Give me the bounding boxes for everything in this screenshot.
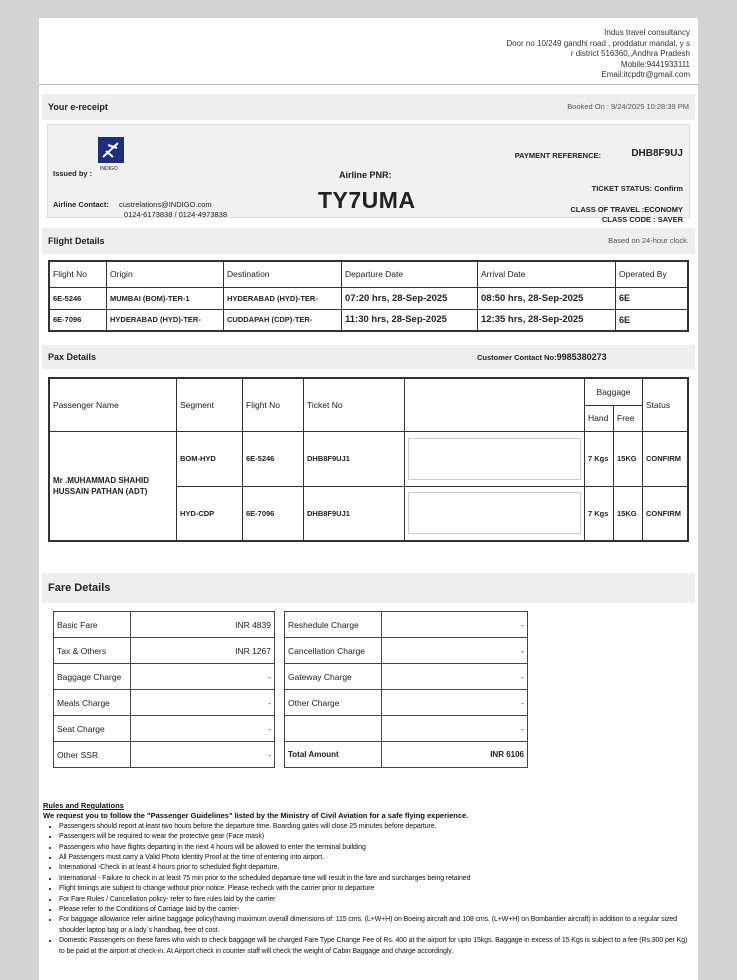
flight-header: Operated By [616, 261, 689, 287]
customer-contact-label: Customer Contact No: [477, 353, 557, 362]
fare-row [285, 742, 528, 768]
payment-ref-label: PAYMENT REFERENCE: [514, 151, 601, 160]
fare-label: Reshedule Charge [285, 612, 382, 638]
fare-row [54, 716, 275, 742]
flight-header-row [49, 261, 688, 287]
fare-table-left [53, 611, 275, 768]
fare-details-bar [42, 573, 695, 603]
fare-row [54, 690, 275, 716]
fare-row [285, 664, 528, 690]
contact-phone: 0124-6173838 / 0124-4973838 [124, 210, 228, 219]
customer-contact [477, 345, 607, 370]
divider [39, 84, 698, 85]
customer-contact-no: 9985380273 [556, 352, 607, 362]
fare-row [285, 716, 528, 742]
pax-free: 15KG [614, 431, 643, 486]
airline-pnr: TY7UMA [318, 187, 416, 213]
pax-flight-no: 6E-5246 [243, 431, 304, 486]
fare-row [285, 638, 528, 664]
agency-email: Email:itcpdtr@gmail.com [601, 70, 690, 79]
booked-on: Booked On : 9/24/2025 10:28:39 PM [567, 102, 689, 111]
receipt-summary [47, 124, 690, 224]
pax-details-table [48, 377, 689, 542]
fare-label: Seat Charge [54, 716, 131, 742]
fare-details-title: Fare Details [48, 582, 111, 594]
class-code: CLASS CODE : SAVER [601, 215, 683, 224]
fare-table-right [284, 611, 528, 768]
list-item: • International - Failure to check in at least 75 min prior to the scheduled departure time will result in the fare and surcharges being retained [59, 874, 690, 884]
flight-header: Origin [107, 261, 224, 287]
origin: HYDERABAD (HYD)-TER- [107, 309, 224, 331]
fare-value: - [131, 716, 275, 742]
flight-details-table [48, 260, 689, 332]
list-item: • Please refer to the Conditions of Carriage laid by the carrier- [59, 905, 690, 915]
fare-value: - [382, 638, 528, 664]
agency-address-2: r district 516360,,Andhra Pradesh [570, 49, 690, 58]
fare-label: Baggage Charge [54, 664, 131, 690]
receipt-title: Your e-receipt [48, 102, 108, 112]
fare-label: Gateway Charge [285, 664, 382, 690]
fare-row [285, 690, 528, 716]
blank-box [408, 438, 581, 480]
airline-logo [98, 137, 124, 163]
contact-label: Airline Contact: [53, 200, 109, 209]
pax-details-title: Pax Details [48, 352, 97, 362]
pax-header-name: Passenger Name [49, 378, 177, 431]
pax-header-status: Status [643, 378, 689, 431]
pax-status: CONFIRM [643, 486, 689, 541]
issued-by-label: Issued by : [53, 169, 93, 178]
fare-value: INR 1267 [131, 638, 275, 664]
rules-list [43, 822, 690, 957]
flight-header: Destination [224, 261, 342, 287]
clock-note: Based on 24-hour clock. [608, 236, 689, 245]
fare-value: - [382, 716, 528, 742]
fare-total-label: Total Amount [285, 742, 382, 768]
pax-segment: BOM-HYD [177, 431, 243, 486]
airplane-icon [98, 137, 124, 163]
flight-no: 6E-5246 [49, 287, 107, 309]
origin: MUMBAI (BOM)-TER-1 [107, 287, 224, 309]
agency-address-1: Door no 10/249 gandhi road , proddatur mandal, y s [506, 38, 690, 48]
pax-header-flight: Flight No [243, 378, 304, 431]
flight-header: Flight No [49, 261, 107, 287]
pax-flight-no: 6E-7096 [243, 486, 304, 541]
pax-header-baggage: Baggage [585, 378, 643, 405]
pax-segment: HYD-CDP [177, 486, 243, 541]
payment-reference: DHB8F9UJ [631, 148, 683, 159]
fare-label: Basic Fare [54, 612, 131, 638]
blank-box [408, 492, 581, 534]
fare-row [54, 638, 275, 664]
departure-date: 11:30 hrs, 28-Sep-2025 [342, 309, 478, 331]
rules-section [43, 801, 690, 957]
list-item: • Passengers should report at least two hours before the departure time. Boarding gates will close 25 minutes before departure. [59, 822, 690, 832]
pax-hand: 7 Kgs [585, 486, 614, 541]
pax-ticket-no: DHB8F9UJ1 [304, 431, 405, 486]
agency-info [506, 28, 690, 81]
departure-date: 07:20 hrs, 28-Sep-2025 [342, 287, 478, 309]
fare-label: Tax & Others [54, 638, 131, 664]
list-item: • Passengers will be required to wear the protective gear (Face mask) [59, 832, 690, 842]
fare-label [285, 716, 382, 742]
agency-name: Indus travel consultancy [604, 28, 690, 37]
pax-ticket-no: DHB8F9UJ1 [304, 486, 405, 541]
fare-value: INR 4839 [131, 612, 275, 638]
fare-label: Other SSR [54, 742, 131, 768]
fare-value: - [382, 664, 528, 690]
fare-label: Other Charge [285, 690, 382, 716]
pax-header-ticket: Ticket No [304, 378, 405, 431]
list-item: • International -Check in at least 4 hours prior to scheduled flight departure. [59, 863, 690, 873]
e-receipt-page [39, 18, 698, 980]
list-item: • For Fare Rules / Cancellation policy- refer to fare rules laid by the carrier [59, 895, 690, 905]
class-of-travel: CLASS OF TRAVEL :ECONOMY [570, 205, 683, 214]
flight-header: Departure Date [342, 261, 478, 287]
fare-row [54, 612, 275, 638]
rules-title: Rules and Regulations [43, 801, 124, 810]
pax-blank-cell [405, 431, 585, 486]
table-row [49, 309, 688, 331]
receipt-header-bar [42, 94, 695, 120]
agency-mobile: Mobile:9441933111 [620, 59, 690, 69]
fare-value: - [382, 612, 528, 638]
fare-value: - [382, 690, 528, 716]
pax-free: 15KG [614, 486, 643, 541]
fare-row [54, 742, 275, 768]
pax-details-bar [42, 345, 695, 369]
flight-details-title: Flight Details [48, 236, 105, 246]
list-item: • All Passengers must carry a Valid Photo Identity Proof at the time of entering into airport. [59, 853, 690, 863]
table-row [49, 431, 688, 486]
pax-header-segment: Segment [177, 378, 243, 431]
ticket-status: TICKET STATUS: Confirm [591, 184, 683, 193]
fare-total-value: INR 6106 [382, 742, 528, 768]
flight-no: 6E-7096 [49, 309, 107, 331]
pax-header-free: Free [614, 405, 643, 431]
list-item: • For baggage allowance refer airline baggage policy(having maximum overall dimensions of: 115 cms. (L+W+H) on Boeing aircraft and 108 cms. (L+W+H) on Bombardier aircraft) in addition to a regular sized shoulder laptop bag or a lady`s handbag, free of cost. [59, 915, 690, 936]
flight-details-bar [42, 228, 695, 254]
list-item: • Flight timings are subject to change without prior notice. Please recheck with the carrier prior to departure [59, 884, 690, 894]
arrival-date: 12:35 hrs, 28-Sep-2025 [478, 309, 616, 331]
pax-blank-cell [405, 486, 585, 541]
fare-value: - [131, 742, 275, 768]
fare-value: - [131, 690, 275, 716]
pax-hand: 7 Kgs [585, 431, 614, 486]
list-item: • Domestic Passengers on these fares who wish to check baggage will be charged Fare Type Change Fee of Rs. 400 at the airport for upto 15kgs. Baggage in excess of 15 Kgs is subject to a fee (Rs.300 per Kg) to be paid at the airport at check-in. At Airport check in counter staff will check the weight of Cabin Baggage and charge accordingly. [59, 936, 690, 957]
fare-value: - [131, 664, 275, 690]
contact-email: custrelations@INDIGO.com [119, 200, 212, 209]
fare-label: Cancellation Charge [285, 638, 382, 664]
flight-header: Arrival Date [478, 261, 616, 287]
fare-row [285, 612, 528, 638]
rules-intro: We request you to follow the "Passenger Guidelines" listed by the Ministry of Civil Aviation for a safe flying experience. [43, 811, 469, 821]
table-row [49, 287, 688, 309]
operated-by: 6E [616, 287, 689, 309]
pax-header-hand: Hand [585, 405, 614, 431]
fare-label: Meals Charge [54, 690, 131, 716]
operated-by: 6E [616, 309, 689, 331]
fare-row [54, 664, 275, 690]
list-item: • Passengers who have flights departing in the next 4 hours will be allowed to enter the terminal building [59, 843, 690, 853]
pax-status: CONFIRM [643, 431, 689, 486]
pax-header-blank [405, 378, 585, 431]
pnr-label: Airline PNR: [339, 170, 392, 180]
passenger-name: Mr .MUHAMMAD SHAHID HUSSAIN PATHAN (ADT) [49, 431, 177, 541]
destination: CUDDAPAH (CDP)-TER- [224, 309, 342, 331]
arrival-date: 08:50 hrs, 28-Sep-2025 [478, 287, 616, 309]
destination: HYDERABAD (HYD)-TER- [224, 287, 342, 309]
pax-header-row [49, 378, 688, 405]
airline-logo-text: INDIGO [100, 166, 118, 172]
